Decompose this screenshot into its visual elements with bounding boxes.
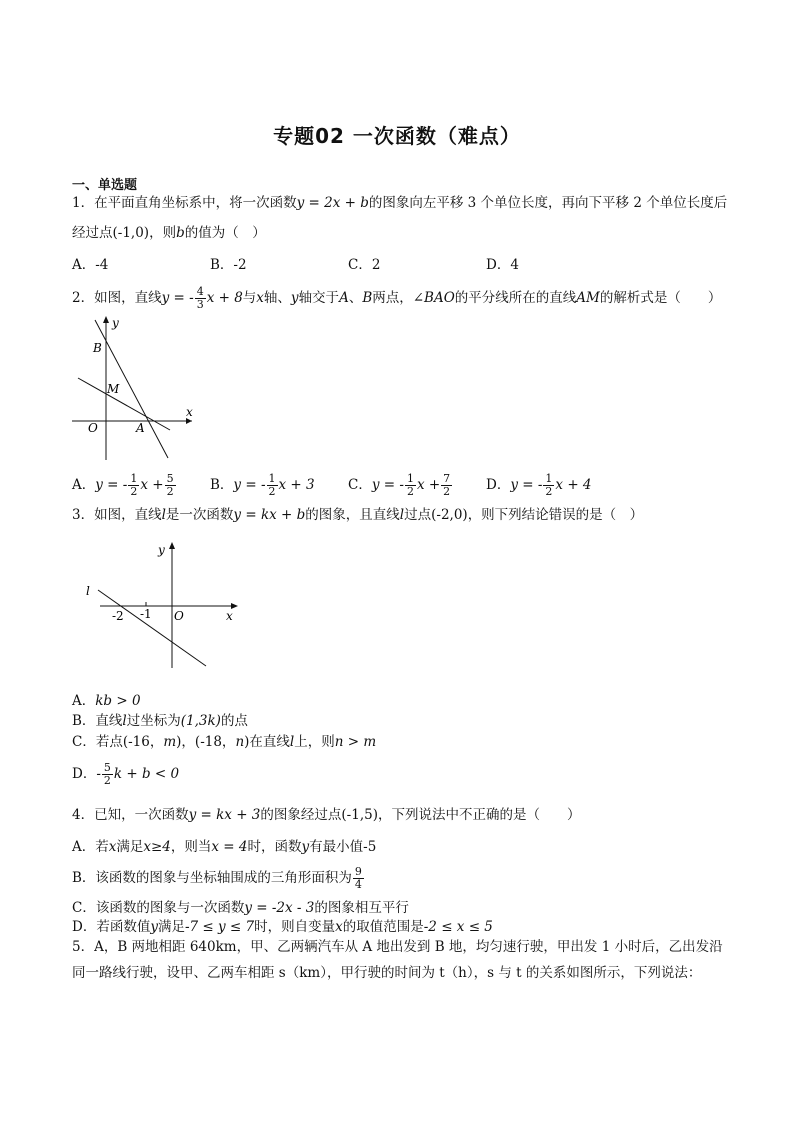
- q2-option-d: D．y = - $\frac{1}{2}$ x + 4: [486, 472, 592, 498]
- q4-option-d: D．若函数值y满足-7 ≤ y ≤ 7时，则自变量x的取值范围是-2 ≤ x ≤ 5: [72, 919, 493, 935]
- q2-option-b: B．y = - $\frac{1}{2}$ x + 3: [210, 472, 315, 498]
- q2-label-b: B: [93, 341, 102, 355]
- q2-label-y: y: [112, 316, 119, 330]
- q2-label-x: x: [186, 405, 193, 419]
- q4-option-b: B．该函数的图象与坐标轴围成的三角形面积为 $\frac{9}{4}$: [72, 865, 362, 891]
- q1-line2: 经过点(-1,0)，则b的值为（ ）: [72, 225, 266, 241]
- q2-option-a: A．y = - $\frac{1}{2}$ x + $\frac{5}{2}$: [72, 472, 174, 498]
- q1-option-d: D．4: [486, 257, 519, 273]
- q3-option-c: C．若点(-16，m)，(-18，n)在直线l上，则n > m: [72, 734, 377, 750]
- q3-option-d: D．- $\frac{5}{2}$ k + b < 0: [72, 761, 180, 787]
- q2-label-m: M: [107, 382, 120, 396]
- q2-stem: 2．如图，直线y = - $\frac{4}{3}$ x + 8与x轴、y轴交于A、B两点，∠BAO的平分线所在的直线AM的解析式是（ ）: [72, 285, 722, 311]
- q3-line-l: [98, 590, 206, 666]
- section-heading: 一、单选题: [72, 178, 138, 193]
- q2-option-c: C．y = - $\frac{1}{2}$ x + $\frac{7}{2}$: [348, 472, 451, 498]
- q3-label-minus2: -2: [112, 609, 124, 623]
- q3-label-minus1: -1: [140, 607, 152, 621]
- q3-y-arrow: [169, 542, 175, 549]
- q1-line1: 1．在平面直角坐标系中，将一次函数y = 2x + b的图象向左平移 3 个单位长度，再向下平移 2 个单位长度后: [72, 195, 728, 211]
- q5-line1: 5．A，B 两地相距 640km，甲、乙两辆汽车从 A 地出发到 B 地，均匀速行驶，甲出发 1 小时后，乙出发沿: [72, 939, 723, 955]
- q3-stem: 3．如图，直线l是一次函数y = kx + b的图象，且直线l过点(-2,0)，则下列结论错误的是（ ）: [72, 507, 644, 523]
- q2-label-o: O: [88, 421, 98, 435]
- q3-label-o: O: [174, 609, 184, 623]
- q1-option-b: B．-2: [210, 257, 247, 273]
- q5-line2: 同一路线行驶，设甲、乙两车相距 s（km），甲行驶的时间为 t（h），s 与 t 的关系如图所示，下列说法：: [72, 965, 702, 981]
- q4-option-c: C．该函数的图象与一次函数y = -2x - 3的图象相互平行: [72, 900, 409, 916]
- q3-label-y: y: [158, 543, 165, 557]
- q3-option-b: B．直线l过坐标为(1,3k)的点: [72, 713, 248, 729]
- q3-label-l: l: [86, 584, 90, 598]
- q3-figure: [82, 538, 242, 673]
- q4-option-a: A．若x满足x≥4，则当x = 4时，函数y有最小值-5: [72, 839, 377, 855]
- q4-stem: 4．已知，一次函数y = kx + 3的图象经过点(-1,5)，下列说法中不正确的是（ ）: [72, 807, 581, 823]
- q2-y-arrow: [103, 316, 109, 323]
- q2-figure: [70, 312, 200, 462]
- q1-option-a: A．-4: [72, 257, 109, 273]
- q3-label-x: x: [226, 609, 233, 623]
- q1-option-c: C．2: [348, 257, 381, 273]
- q2-label-a: A: [136, 421, 145, 435]
- page-title: 专题02 一次函数（难点）: [273, 124, 521, 148]
- q3-option-a: A．kb > 0: [72, 693, 141, 709]
